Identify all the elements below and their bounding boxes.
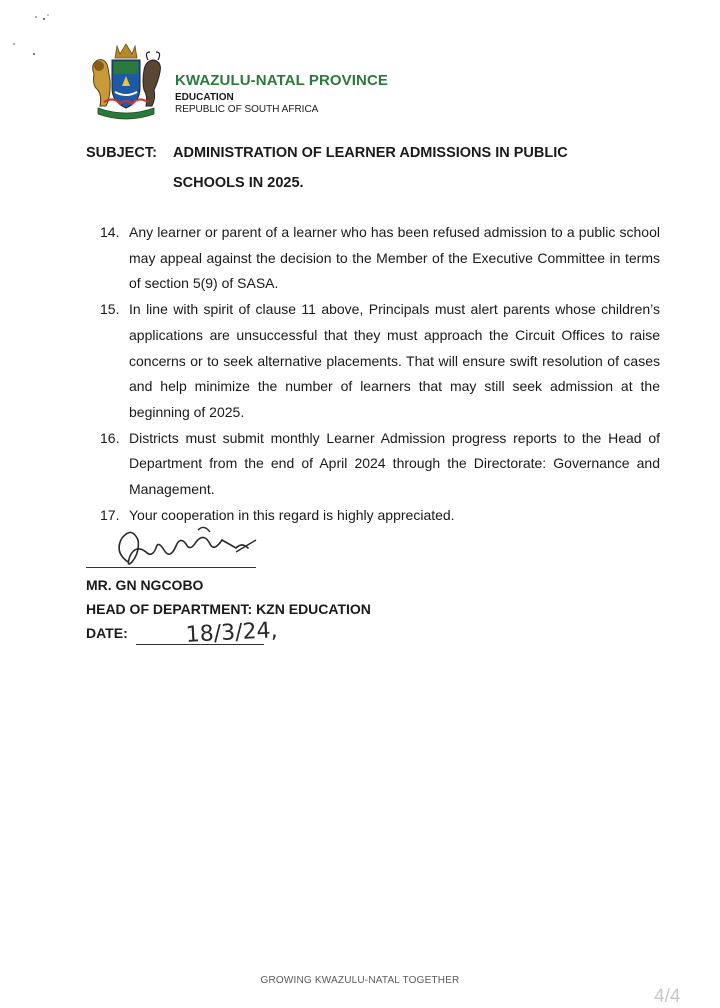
clause-text: Any learner or parent of a learner who has been refused admission to a public school may appeal against the decision to the Member of the Executive Committee in terms of section 5(9) of SASA.	[129, 224, 660, 292]
signatory-title: HEAD OF DEPARTMENT: KZN EDUCATION	[86, 601, 371, 617]
clause-number: 16.	[100, 429, 120, 446]
clause-item	[100, 297, 660, 426]
subject-label: SUBJECT:	[86, 145, 157, 161]
clause-text: Districts must submit monthly Learner Admission progress reports to the Head of Department from the end of April 2024 through the Directorate: Governance and Management.	[129, 429, 660, 498]
clause-text: In line with spirit of clause 11 above, Principals must alert parents whose children’s applications are unsuccessful that they must approach the Circuit Offices to raise concerns or to seek alternative placements. That will ensure swift resolution of cases and help minimize the number of learners that may still seek admission at the beginning of 2025.	[129, 301, 660, 420]
scan-specks	[0, 0, 80, 70]
handwritten-date-icon	[182, 608, 282, 658]
clause-item	[100, 426, 660, 503]
subject-line-2: SCHOOLS IN 2025.	[173, 175, 304, 191]
country-name: REPUBLIC OF SOUTH AFRICA	[175, 104, 319, 115]
department-name: EDUCATION	[175, 92, 234, 103]
province-name: KWAZULU-NATAL PROVINCE	[175, 72, 389, 89]
svg-text:18/3/24,: 18/3/24,	[185, 618, 279, 648]
clause-number: 15.	[100, 301, 120, 318]
clause-number: 14.	[100, 224, 120, 240]
page-number: 4/4	[654, 986, 681, 1007]
date-label: DATE:	[86, 625, 128, 641]
clause-item	[100, 220, 660, 297]
clause-text: Your cooperation in this regard is highly appreciated.	[129, 506, 455, 523]
letterhead	[175, 72, 388, 116]
numbered-clauses	[100, 220, 660, 528]
signature-line	[86, 567, 256, 568]
coat-of-arms-icon	[84, 40, 168, 126]
signature-icon	[86, 522, 286, 572]
signatory-name: MR. GN NGCOBO	[86, 577, 204, 593]
subject-line-1: ADMINISTRATION OF LEARNER ADMISSIONS IN PUBLIC	[173, 145, 568, 161]
clause-number: 17.	[100, 506, 120, 523]
footer-motto: GROWING KWAZULU-NATAL TOGETHER	[260, 975, 460, 986]
